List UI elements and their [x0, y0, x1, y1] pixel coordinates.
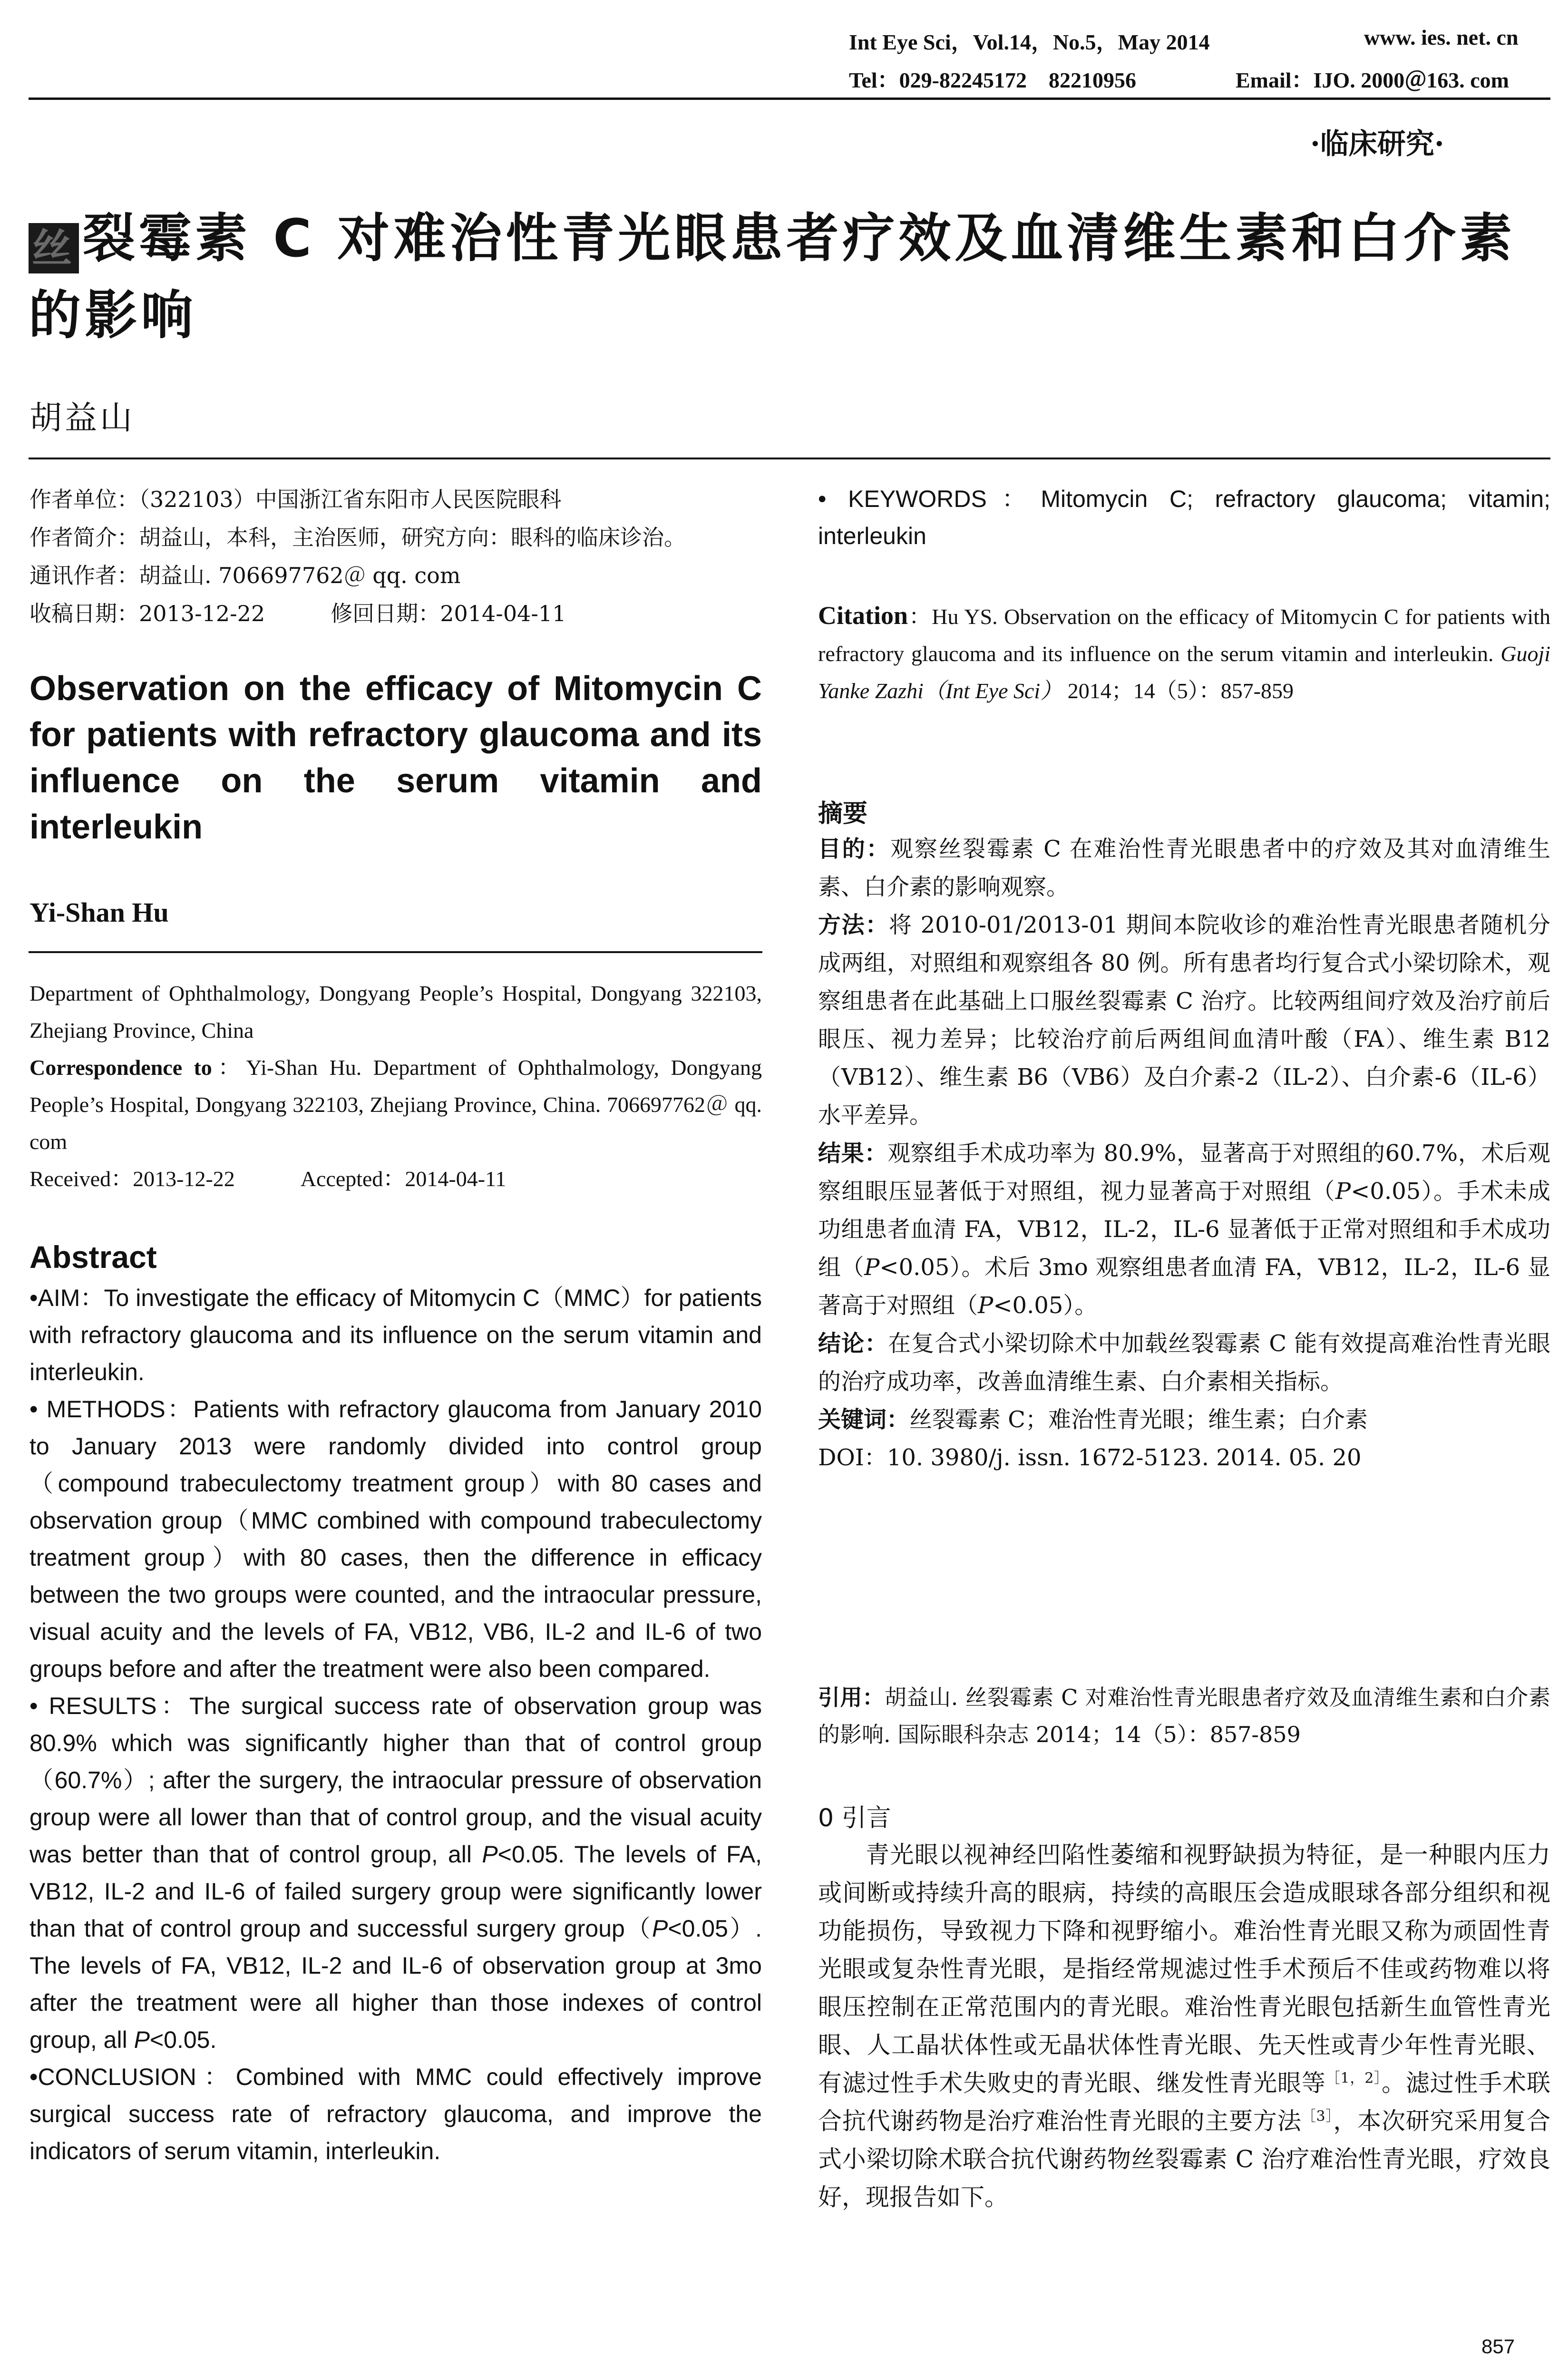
journal-info: Int Eye Sci，Vol.14，No.5，May 2014	[849, 30, 1210, 54]
intro-ref-2[interactable]: ［3］	[1301, 2108, 1334, 2125]
results-p-2: P	[652, 1915, 668, 1942]
methods-text: Patients with refractory glaucoma from January 2010 to January 2013 were randomly divided into control group（compound trabeculectomy treatment group）with 80 cases and observation group（MMC combined with compound trabeculectomy treatment group）with 80 cases, then the difference in efficacy between the two groups were counted, and the intraocular pressure, visual acuity and the levels of FA, VB12, VB6, IL-2 and IL-6 of two groups before and after the treatment were also been compared.	[29, 1396, 762, 1682]
intro-heading: 0 引言	[818, 1804, 891, 1832]
cn-doi[interactable]: DOI：10. 3980/j. issn. 1672-5123. 2014. 05. 20	[818, 1444, 1362, 1471]
cn-methods-text: 将 2010-01/2013-01 期间本院收诊的难治性青光眼患者随机分成两组，对照组和观察组各 80 例。所有患者均行复合式小梁切除术，观察组患者在此基础上口服丝裂霉素 C 治疗。比较两组间疗效及治疗前后眼压、视力差异；比较治疗前后两组间血清叶酸（FA）、维生素 B12（VB12）、维生素 B6（VB6）及白介素-2（IL-2）、白介素-6（IL-6）水平差异。	[818, 912, 1550, 1129]
cn-results-p-3: P	[978, 1292, 993, 1319]
keywords-label: • KEYWORDS：	[818, 486, 1041, 512]
abstract-aim	[29, 1279, 762, 1391]
citation-journal: Guoji Yanke Zazhi（Int Eye Sci）	[818, 642, 1550, 703]
citation-text-2: 2014；14（5）：857-859	[1062, 679, 1294, 703]
english-abstract	[29, 1279, 762, 2170]
cn-results-p-2: P	[864, 1254, 880, 1281]
abstract-conclusion	[29, 2058, 762, 2170]
english-author: Yi-Shan Hu	[29, 897, 169, 928]
author-bio-cn: 作者简介：胡益山，本科，主治医师，研究方向：眼科的临床诊治。	[29, 525, 686, 550]
intro-text-1: 青光眼以视神经凹陷性萎缩和视野缺损为特征，是一种眼内压力或间断或持续升高的眼病，持续的高眼压会造成眼球各部分组织和视功能损伤，导致视力下降和视野缩小。难治性青光眼又称为顽固性青光眼或复杂性青光眼，是指经常规滤过性手术预后不佳或药物难以将眼压控制在正常范围内的青光眼。难治性青光眼包括新生血管性青光眼、人工晶状体性或无晶状体性青光眼、先天性或青少年性青光眼、有滤过性手术失败史的青光眼、继发性青光眼等	[818, 1841, 1550, 2097]
results-p-1: P	[482, 1841, 498, 1868]
english-keywords	[818, 480, 1550, 555]
results-p-3: P	[134, 2026, 150, 2053]
correspondence-label: Correspondence to	[29, 1055, 212, 1080]
cn-results-text-2: <0.05）。手术未成功组患者血清 FA，VB12，IL-2，IL-6 显著低于正常对照组和手术成功组（	[818, 1178, 1550, 1281]
cn-methods	[818, 906, 1550, 1134]
cn-keywords	[818, 1401, 1550, 1439]
aim-label: •AIM：	[29, 1285, 104, 1311]
cn-results-p-1: P	[1335, 1178, 1351, 1205]
cn-citation-text: 胡益山. 丝裂霉素 C 对难治性青光眼患者疗效及血清维生素和白介素的影响. 国际眼科杂志 2014；14（5）：857-859	[818, 1685, 1551, 1747]
journal-email[interactable]: Email：IJO. 2000＠163. com	[1236, 68, 1509, 92]
results-text-1: The surgical success rate of observation group was 80.9% which was significantly higher than that of control group（60.7%）; after the surgery, the intraocular pressure of observation group were all lower than that of control group, and the visual acuity was better than that of control group, all	[29, 1693, 762, 1868]
keywords-text: Mitomycin C; refractory glaucoma; vitamin; interleukin	[818, 486, 1550, 549]
citation-text-1: ：Hu YS. Observation on the efficacy of Mitomycin C for patients with refractory glaucoma and its influence on the serum vitamin and interleukin.	[818, 604, 1550, 666]
english-affiliation	[29, 975, 762, 1198]
author-rule	[29, 458, 1550, 459]
abstract-results	[29, 1687, 762, 2058]
cn-aim-label: 目的：	[818, 836, 891, 862]
cn-methods-label: 方法：	[818, 912, 889, 938]
cn-results-text-4: <0.05）。	[993, 1292, 1098, 1319]
intro-text-2: 。滤过性手术联合抗代谢药物是治疗难治性青光眼的主要方法	[818, 2069, 1551, 2135]
results-text-3: <0.05）. The levels of FA, VB12, IL-2 and IL-6 of observation group at 3mo after the treatment were all higher than those indexes of control group, all	[29, 1915, 762, 2053]
cn-citation-label: 引用：	[818, 1685, 885, 1710]
citation-label: Citation	[818, 601, 908, 630]
cn-results	[818, 1134, 1550, 1325]
cn-citation	[818, 1679, 1550, 1753]
english-dates: Received：2013-12-22 Accepted：2014-04-11	[29, 1167, 506, 1191]
cn-keywords-text: 丝裂霉素 C；难治性青光眼；维生素；白介素	[909, 1406, 1368, 1433]
cn-aim	[818, 830, 1550, 906]
conclusion-text: Combined with MMC could effectively improve surgical success rate of refractory glaucoma, and improve the indicators of serum vitamin, interleukin.	[29, 2064, 762, 2164]
section-tag: ·临床研究·	[1310, 127, 1444, 161]
aim-text: To investigate the efficacy of Mitomycin C（MMC）for patients with refractory glaucoma and its influence on the serum vitamin and interleukin.	[29, 1285, 762, 1385]
intro-body	[818, 1836, 1550, 2216]
page-number: 857	[1481, 2335, 1515, 2358]
corresponding-author-cn: 通讯作者：胡益山. 706697762＠ qq. com	[29, 563, 461, 588]
conclusion-label: •CONCLUSION：	[29, 2064, 236, 2090]
methods-label: • METHODS：	[29, 1396, 194, 1422]
english-correspondence	[29, 1049, 762, 1160]
abstract-methods	[29, 1391, 762, 1687]
results-label: • RESULTS：	[29, 1693, 189, 1719]
author-affiliation-cn: 作者单位：（322103）中国浙江省东阳市人民医院眼科	[29, 487, 562, 512]
intro-text-3: ，本次研究采用复合式小梁切除术联合抗代谢药物丝裂霉素 C 治疗难治性青光眼，疗效良好，现报告如下。	[818, 2107, 1551, 2211]
cn-results-label: 结果：	[818, 1140, 888, 1167]
abstract-heading: Abstract	[29, 1239, 157, 1275]
journal-logo-icon: 丝	[29, 223, 79, 273]
english-department: Department of Ophthalmology, Dongyang People’s Hospital, Dongyang 322103, Zhejiang Province, China	[29, 981, 762, 1042]
correspondence-text: ：Yi-Shan Hu. Department of Ophthalmology, Dongyang People’s Hospital, Dongyang 322103, Zhejiang Province, China. 706697762＠ qq. com	[29, 1055, 762, 1154]
journal-website[interactable]: www. ies. net. cn	[1364, 25, 1519, 49]
article-title-text: 裂霉素 C 对难治性青光眼患者疗效及血清维生素和白介素的影响	[29, 208, 1516, 346]
author-info-cn	[29, 480, 762, 633]
author-name-cn: 胡益山	[29, 399, 136, 437]
header-rule	[29, 97, 1550, 100]
cn-conclusion-text: 在复合式小梁切除术中加载丝裂霉素 C 能有效提高难治性青光眼的治疗成功率，改善血清维生素、白介素相关指标。	[818, 1330, 1550, 1395]
article-title	[29, 200, 1560, 354]
cn-keywords-label: 关键词：	[818, 1406, 910, 1433]
results-text-2: <0.05. The levels of FA, VB12, IL-2 and IL-6 of failed surgery group were significantly lower than that of control group and successful surgery group（	[29, 1841, 762, 1942]
journal-tel: Tel：029-82245172 82210956	[849, 68, 1136, 92]
cn-results-text-1: 观察组手术成功率为 80.9%，显著高于对照组的60.7%，术后观察组眼压显著低于对照组，视力显著高于对照组（	[818, 1140, 1550, 1205]
cn-conclusion-label: 结论：	[818, 1330, 888, 1357]
english-author-rule	[29, 951, 762, 953]
results-text-4: <0.05.	[149, 2026, 217, 2053]
intro-ref-1[interactable]: ［1，2］	[1325, 2070, 1382, 2087]
cn-results-text-3: <0.05）。术后 3mo 观察组患者血清 FA，VB12，IL-2，IL-6 显著高于对照组（	[818, 1254, 1550, 1319]
cn-conclusion	[818, 1325, 1550, 1401]
dates-cn: 收稿日期：2013-12-22 修回日期：2014-04-11	[29, 601, 566, 626]
cn-abstract-heading: 摘要	[818, 799, 868, 828]
cn-aim-text: 观察丝裂霉素 C 在难治性青光眼患者中的疗效及其对血清维生素、白介素的影响观察。	[818, 836, 1550, 900]
english-title: Observation on the efficacy of Mitomycin C for patients with refractory glaucoma and its influence on the serum vitamin and interleukin	[29, 670, 762, 846]
cn-abstract	[818, 830, 1550, 1477]
english-citation	[818, 597, 1550, 710]
